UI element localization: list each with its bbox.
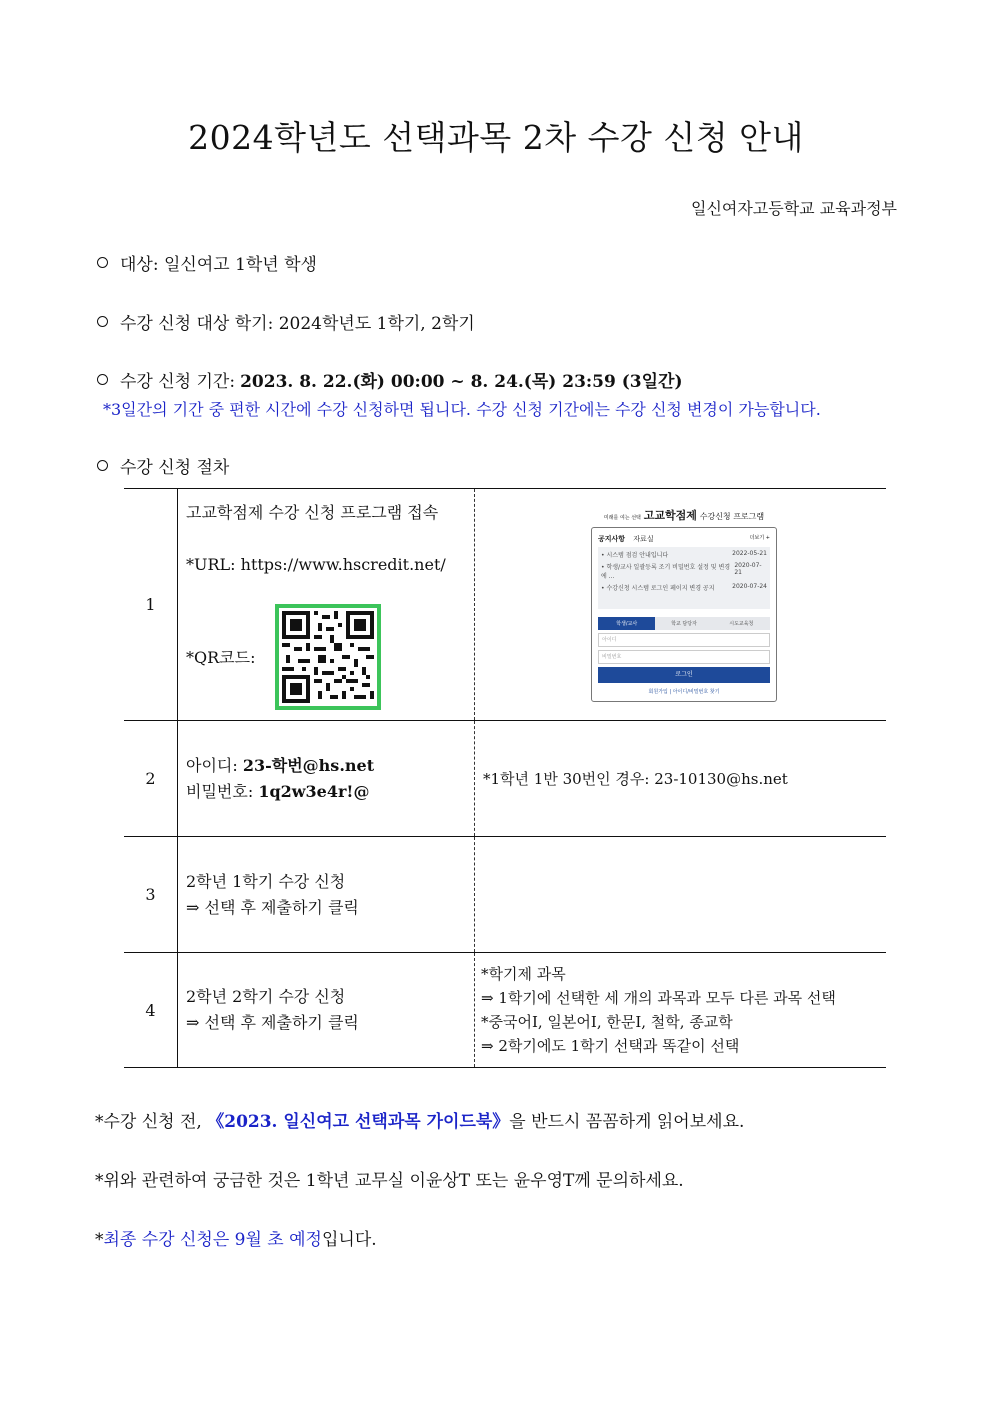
role-tabs xyxy=(598,617,770,630)
guidebook-title: 《2023. 일신여고 선택과목 가이드북》 xyxy=(207,1112,510,1132)
step-number: 3 xyxy=(124,837,178,953)
guidebook-note: *수강 신청 전, 《2023. 일신여고 선택과목 가이드북》을 반드시 꼼꼼하게 읽어보세요. xyxy=(95,1112,745,1132)
id-input[interactable]: 아이디 xyxy=(598,633,770,647)
contact-note: *위와 관련하여 궁금한 것은 1학년 교무실 이윤상T 또는 윤우영T께 문의하세요. xyxy=(95,1171,684,1191)
step-description: 아이디: 23-학번@hs.net 비밀번호: 1q2w3e4r!@ xyxy=(178,721,475,837)
circle-bullet-icon xyxy=(97,374,108,385)
circle-bullet-icon xyxy=(97,460,108,471)
notice-list xyxy=(598,547,770,609)
login-screenshot-image xyxy=(591,507,777,702)
account-links[interactable]: 회원가입 | 아이디/비밀번호 찾기 xyxy=(648,689,720,695)
qr-code-icon[interactable] xyxy=(275,604,381,710)
table-row xyxy=(124,953,886,1068)
url-text: *URL: https://www.hscredit.net/ xyxy=(186,554,446,574)
list-item[interactable]: • 학생/교사 일괄등록 조기 비밀번호 설정 및 변경에 ... 2020-07-21 xyxy=(601,562,762,580)
tab-notice[interactable]: 공지사항 xyxy=(598,535,626,543)
default-password: 1q2w3e4r!@ xyxy=(258,781,370,801)
semester-item: 수강 신청 대상 학기: 2024학년도 1학기, 2학기 xyxy=(95,309,475,334)
table-row xyxy=(124,489,886,721)
step-description: 2학년 1학기 수강 신청 ⇒ 선택 후 제출하기 클릭 xyxy=(178,837,475,953)
tab-education-office[interactable]: 시도교육청 xyxy=(713,617,770,630)
step-number: 2 xyxy=(124,721,178,837)
table-row xyxy=(124,837,886,953)
id-format: 23-학번@hs.net xyxy=(242,755,375,775)
more-link[interactable]: 더보기 + xyxy=(749,535,770,541)
password-input[interactable]: 비밀번호 xyxy=(598,650,770,664)
target-item: 대상: 일신여고 1학년 학생 xyxy=(95,250,317,275)
period-note: *3일간의 기간 중 편한 시간에 수강 신청하면 됩니다. 수강 신청 기간에는 수강 신청 변경이 가능합니다. xyxy=(103,400,821,419)
table-row xyxy=(124,721,886,837)
login-button[interactable]: 로그인 xyxy=(598,667,770,683)
final-note: *최종 수강 신청은 9월 초 예정입니다. xyxy=(95,1230,377,1250)
program-logo: 미래를 여는 선택 고교학점제 수강신청 프로그램 xyxy=(603,509,765,522)
step-number: 1 xyxy=(124,489,178,721)
page-title: 2024학년도 선택과목 2차 수강 신청 안내 xyxy=(188,118,804,157)
tab-school-manager[interactable]: 학교 담당자 xyxy=(655,617,712,630)
circle-bullet-icon xyxy=(97,316,108,327)
list-item[interactable]: • 시스템 점검 안내입니다 2022-05-21 xyxy=(601,550,767,559)
department-name: 일신여자고등학교 교육과정부 xyxy=(690,199,897,218)
period-item: 수강 신청 기간: 2023. 8. 22.(화) 00:00 ~ 8. 24.(목) 23:59 (3일간) xyxy=(95,367,683,392)
tab-resources[interactable]: 자료실 xyxy=(633,535,654,543)
id-example: *1학년 1반 30번인 경우: 23-10130@hs.net xyxy=(483,770,788,788)
procedure-table xyxy=(124,488,886,1068)
semester-notes: *학기제 과목 ⇒ 1학기에 선택한 세 개의 과목과 모두 다른 과목 선택 *중국어Ⅰ, 일본어Ⅰ, 한문Ⅰ, 철학, 종교학 ⇒ 2학기에도 1학기 선택과 똑같이 선택 xyxy=(481,965,836,1055)
login-screenshot xyxy=(475,489,887,721)
tab-student-teacher[interactable]: 학생/교사 xyxy=(598,617,655,630)
circle-bullet-icon xyxy=(97,257,108,268)
step-description: 고교학점제 수강 신청 프로그램 접속 *URL: https://www.hscredit.net/ *QR코드: xyxy=(178,489,475,721)
list-item[interactable]: • 수강신청 시스템 로그인 페이지 변경 공지 2020-07-24 xyxy=(601,583,767,592)
login-panel xyxy=(591,527,777,702)
step-description: 2학년 2학기 수강 신청 ⇒ 선택 후 제출하기 클릭 xyxy=(178,953,475,1068)
procedure-item: 수강 신청 절차 xyxy=(95,453,229,478)
step-number: 4 xyxy=(124,953,178,1068)
